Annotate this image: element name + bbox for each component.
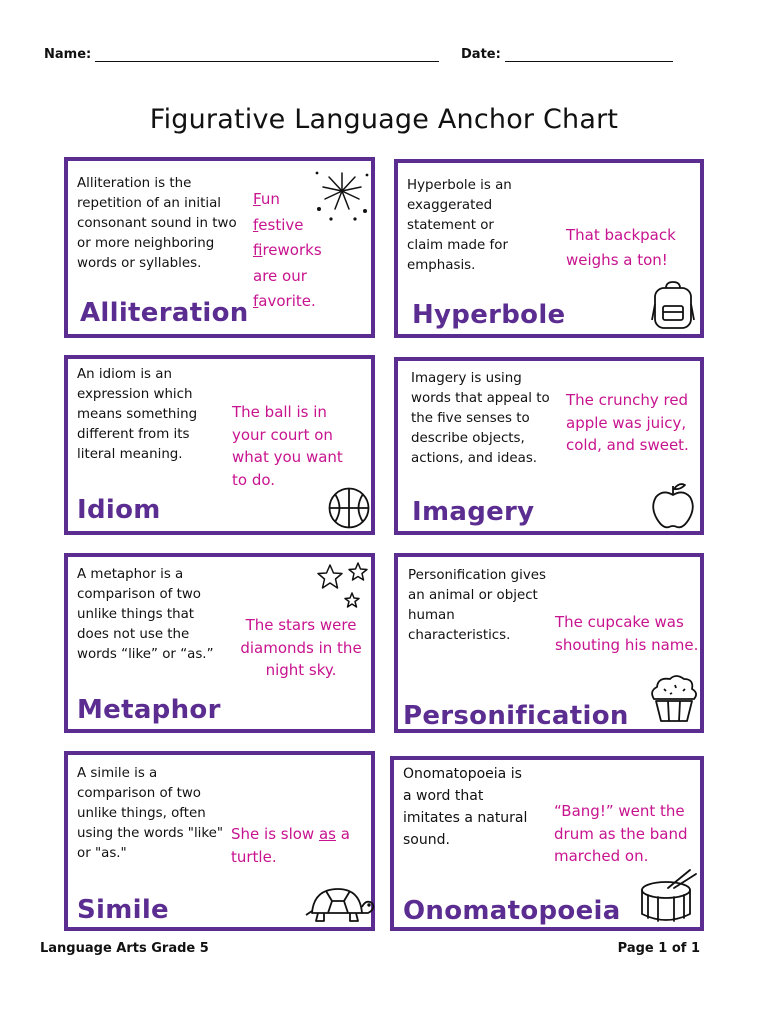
example-underlined-word: as xyxy=(318,825,336,843)
name-label: Name: xyxy=(44,47,92,62)
term-title: Alliteration xyxy=(80,298,249,328)
alliteration-underlined-letter: f xyxy=(253,292,259,310)
card-hyperbole xyxy=(394,159,704,338)
cupcake-icon xyxy=(648,671,700,725)
card-simile xyxy=(64,751,375,931)
definition-text: Alliteration is the repetition of an initial consonant sound in two or more neighboring words or syllables. xyxy=(77,176,237,271)
term-title: Simile xyxy=(77,895,169,925)
turtle-icon xyxy=(304,885,376,925)
example-word-1: Fun xyxy=(253,190,280,208)
term-title: Idiom xyxy=(77,495,161,525)
drum-icon xyxy=(638,868,698,926)
definition-text: Hyperbole is an exaggerated statement or claim made for emphasis. xyxy=(407,178,512,273)
card-onomatopoeia xyxy=(390,756,704,931)
name-field xyxy=(44,47,439,62)
example-word-5: favorite. xyxy=(253,292,316,310)
card-idiom xyxy=(64,355,375,535)
example-word-4: are our xyxy=(253,266,307,285)
card-personification xyxy=(394,553,704,733)
date-field xyxy=(461,47,673,62)
definition-text: A metaphor is a comparison of two unlike things that does not use the words “like” or “as.” xyxy=(77,567,214,662)
definition-text: An idiom is an expression which means something different from its literal meaning. xyxy=(77,367,198,462)
card-alliteration xyxy=(64,157,375,338)
term-title: Personification xyxy=(403,701,629,731)
name-line xyxy=(95,49,439,62)
card-imagery xyxy=(394,357,704,535)
definition-text: Personification gives an animal or object human characteristics. xyxy=(408,568,546,643)
example-part-2: a turtle. xyxy=(231,825,350,866)
date-label: Date: xyxy=(461,47,501,62)
example-text: The ball is in your court on what you want to do. xyxy=(232,403,343,489)
basketball-icon xyxy=(327,486,371,530)
stars-icon xyxy=(314,561,372,613)
example-text: The crunchy red apple was juicy, cold, and sweet. xyxy=(566,391,689,454)
card-metaphor xyxy=(64,553,375,733)
term-title: Imagery xyxy=(412,497,535,527)
alliteration-underlined-letter: F xyxy=(253,190,261,208)
page-title: Figurative Language Anchor Chart xyxy=(149,104,619,135)
definition-text: Imagery is using words that appeal to the five senses to describe objects, actions, and ideas. xyxy=(411,371,550,466)
example-text: The stars were diamonds in the night sky. xyxy=(240,616,362,679)
definition-text: A simile is a comparison of two unlike things, often using the words "like" or "as." xyxy=(77,766,224,861)
example-word-2: festive xyxy=(253,215,304,234)
apple-icon xyxy=(651,481,695,531)
example-text: The cupcake was shouting his name. xyxy=(555,613,699,654)
example-text: That backpack weighs a ton! xyxy=(566,226,676,269)
term-title: Onomatopoeia xyxy=(403,896,621,926)
example-text xyxy=(231,823,371,868)
term-title: Hyperbole xyxy=(412,300,566,330)
date-line xyxy=(505,49,673,62)
definition-text: Onomatopoeia is a word that imitates a natural sound. xyxy=(403,766,528,848)
term-title: Metaphor xyxy=(77,695,221,725)
example-word-3: fireworks xyxy=(253,241,322,259)
example-part-1: She is slow xyxy=(231,825,319,843)
footer-left: Language Arts Grade 5 xyxy=(40,941,209,956)
fireworks-icon xyxy=(311,165,373,227)
alliteration-underlined-letter: f xyxy=(253,215,259,234)
alliteration-underlined-letter: f xyxy=(253,241,263,259)
backpack-icon xyxy=(651,280,695,332)
example-text: “Bang!” went the drum as the band marched on. xyxy=(554,802,688,865)
footer-right: Page 1 of 1 xyxy=(617,941,700,956)
